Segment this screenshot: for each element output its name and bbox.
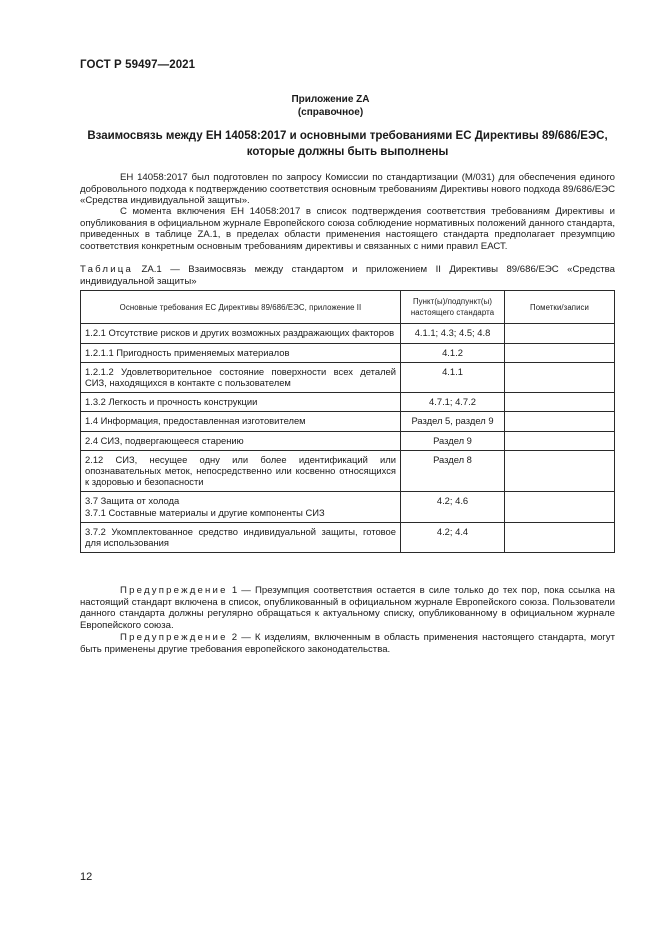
annex-heading: Взаимосвязь между ЕН 14058:2017 и основными требованиями ЕС Директивы 89/686/ЕЭС, которые должны быть выполнены	[87, 130, 608, 158]
intro-paragraph-1: ЕН 14058:2017 был подготовлен по запросу Комиссии по стандартизации (М/031) для обеспечения единого добровольного подхода к подтверждению соответствия основным требованиям Директивы нового подхода 89/686/ЕЭС «Средства индивидуальной защиты».	[80, 172, 615, 206]
annex-subtitle: (справочное)	[297, 107, 364, 118]
clauses-cell: Раздел 5, раздел 9	[401, 412, 505, 431]
requirement-cell: 1.3.2 Легкость и прочность конструкции	[81, 393, 401, 412]
requirement-cell	[81, 492, 401, 522]
requirement-cell: 3.7.2 Укомплектованное средство индивидуальной защиты, готовое для использования	[81, 522, 401, 552]
header-clauses	[401, 291, 505, 324]
table-header-row	[81, 291, 615, 324]
requirement-cell: 1.2.1.1 Пригодность применяемых материалов	[81, 343, 401, 362]
requirement-cell: 1.2.1 Отсутствие рисков и других возможных раздражающих факторов	[81, 324, 401, 343]
table-caption-text: ZA.1 — Взаимосвязь между стандартом и приложением II Директивы 89/686/ЕЭС «Средства индивидуальной защиты»	[80, 264, 615, 287]
remarks-cell	[505, 393, 615, 412]
requirement-cell: 1.4 Информация, предоставленная изготовителем	[81, 412, 401, 431]
table-row	[81, 431, 615, 450]
remarks-cell	[505, 431, 615, 450]
annex-title: Приложение ZA	[291, 94, 370, 105]
warning-text: 2 — К изделиям, включенным в область применения настоящего стандарта, могут быть применены другие требования европейского законодательства.	[80, 632, 615, 655]
remarks-cell	[505, 412, 615, 431]
requirement-line-2: 3.7.1 Составные материалы и другие компоненты СИЗ	[85, 506, 325, 518]
clauses-cell: 4.1.1; 4.3; 4.5; 4.8	[401, 324, 505, 343]
table-caption-label: Таблица	[80, 264, 134, 275]
clauses-cell: Раздел 8	[401, 450, 505, 492]
correspondence-table	[80, 290, 615, 553]
requirement-cell: 1.2.1.2 Удовлетворительное состояние поверхности всех деталей СИЗ, находящихся в контакте с пользователем	[81, 362, 401, 392]
header-clauses-line2: настоящего стандарта	[410, 308, 495, 318]
header-requirements: Основные требования ЕС Директивы 89/686/ЕЭС, приложение II	[81, 291, 401, 324]
requirement-line-1: 3.7 Защита от холода	[85, 495, 180, 507]
requirement-cell: 2.4 СИЗ, подвергающееся старению	[81, 431, 401, 450]
clauses-cell: Раздел 9	[401, 431, 505, 450]
clauses-cell: 4.2; 4.6	[401, 492, 505, 522]
clauses-cell: 4.1.1	[401, 362, 505, 392]
warning-label: Предупреждение	[120, 632, 228, 643]
table-row	[81, 324, 615, 343]
remarks-cell	[505, 362, 615, 392]
table-row	[81, 522, 615, 552]
table-row	[81, 450, 615, 492]
intro-paragraph-2: С момента включения ЕН 14058:2017 в список подтверждения соответствия требованиям Директивы и опубликования в официальном журнале Европейского союза соблюдение нормативных положений данного стандарта, приведенных в таблице ZA.1, в пределах области применения настоящего стандарта предполагает презумпцию соответствия конкретным основным требованиям директивы и связанных с ними правил ЕАСТ.	[80, 206, 615, 252]
warning-note-2	[80, 632, 615, 655]
remarks-cell	[505, 324, 615, 343]
remarks-cell	[505, 450, 615, 492]
header-remarks: Пометки/записи	[505, 291, 615, 324]
page-number: 12	[80, 871, 93, 883]
remarks-cell	[505, 522, 615, 552]
table-row	[81, 362, 615, 392]
warning-note-1	[80, 585, 615, 631]
warning-text: 1 — Презумпция соответствия остается в силе только до тех пор, пока ссылка на настоящий стандарт включена в список, опубликованный в официальном журнале Европейского союза. Пользователи данного стандарта должны регулярно обращаться к актуальному списку, опубликованному в официальном журнале Европейского союза.	[80, 585, 615, 631]
remarks-cell	[505, 492, 615, 522]
clauses-cell: 4.2; 4.4	[401, 522, 505, 552]
remarks-cell	[505, 343, 615, 362]
header-clauses-line1: Пункт(ы)/подпункт(ы)	[412, 297, 493, 306]
clauses-cell: 4.1.2	[401, 343, 505, 362]
table-row	[81, 412, 615, 431]
standard-designation: ГОСТ Р 59497—2021	[80, 59, 196, 71]
clauses-cell: 4.7.1; 4.7.2	[401, 393, 505, 412]
table-row	[81, 492, 615, 522]
warning-label: Предупреждение	[120, 585, 228, 596]
table-caption	[80, 264, 615, 288]
table-row	[81, 393, 615, 412]
requirement-cell: 2.12 СИЗ, несущее одну или более идентификаций или опознавательных меток, непосредственно или косвенно относящихся к здоровью и безопасности	[81, 450, 401, 492]
table-row	[81, 343, 615, 362]
